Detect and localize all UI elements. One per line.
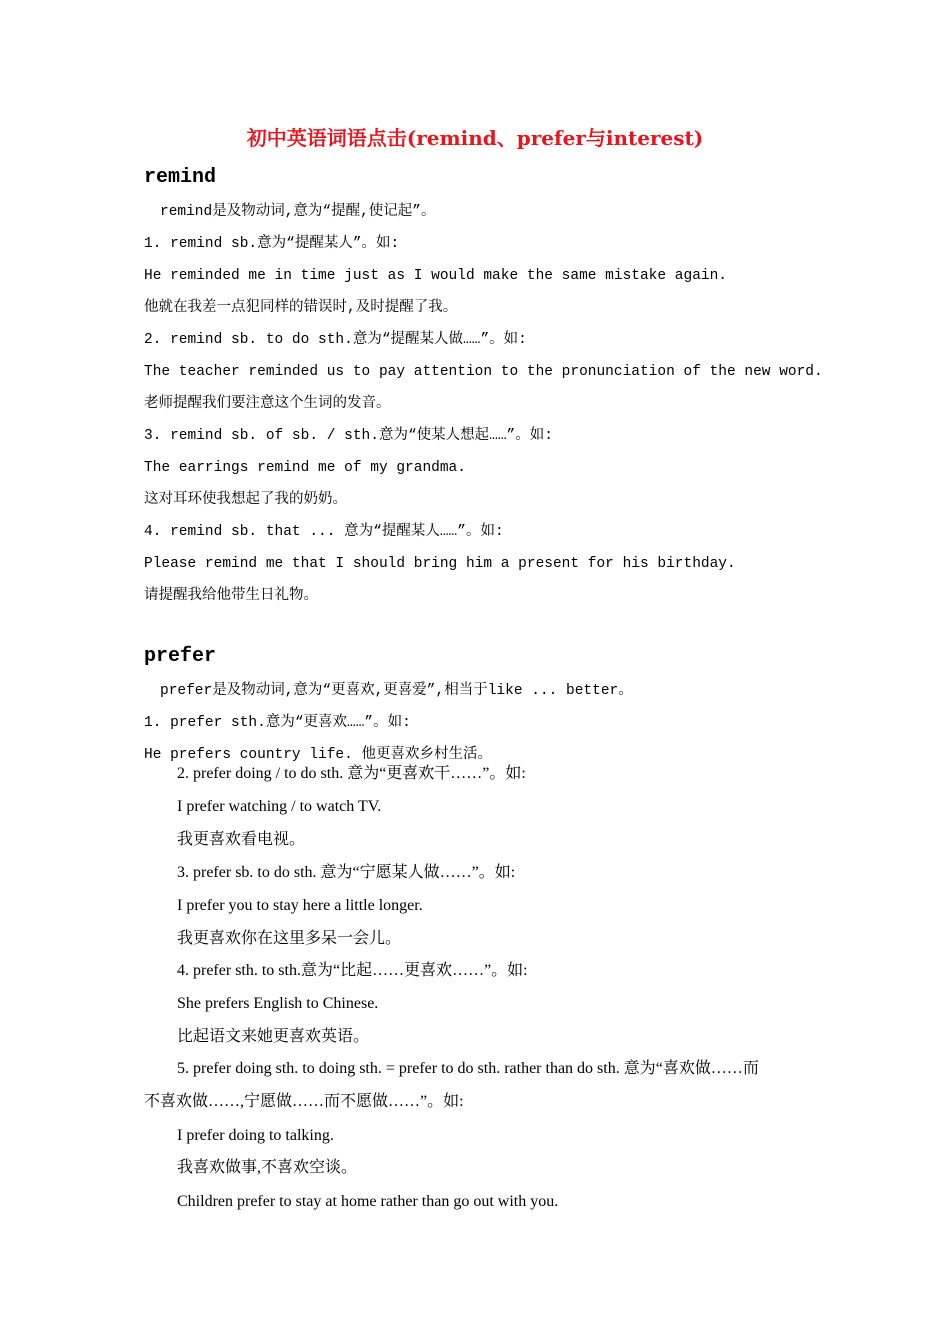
remind-line: 老师提醒我们要注意这个生词的发音。 <box>144 396 391 412</box>
prefer-line: 我更喜欢你在这里多呆一会儿。 <box>177 930 402 947</box>
section-heading-prefer: prefer <box>144 645 217 668</box>
remind-line: 请提醒我给他带生日礼物。 <box>144 588 318 604</box>
prefer-line: 我更喜欢看电视。 <box>177 831 306 848</box>
prefer-intro: prefer是及物动词,意为“更喜欢,更喜爱”,相当于like ... better。 <box>160 683 633 699</box>
prefer-line: Children prefer to stay at home rather than go out with you. <box>177 1193 559 1210</box>
prefer-line: 2. prefer doing / to do sth. 意为“更喜欢干……”。如: <box>177 765 526 782</box>
prefer-line: I prefer you to stay here a little longer. <box>177 897 423 914</box>
document-title: 初中英语词语点击(remind、prefer与interest) <box>246 126 704 150</box>
prefer-line: He prefers country life. 他更喜欢乡村生活。 <box>144 747 493 763</box>
prefer-line: 1. prefer sth.意为“更喜欢……”。如: <box>144 715 411 731</box>
remind-line: 3. remind sb. of sb. / sth.意为“使某人想起……”。如: <box>144 428 553 444</box>
prefer-line: I prefer watching / to watch TV. <box>177 798 382 815</box>
prefer-line: 5. prefer doing sth. to doing sth. = prefer to do sth. rather than do sth. 意为“喜欢做……而 <box>177 1060 759 1077</box>
remind-intro: remind是及物动词,意为“提醒,使记起”。 <box>160 204 436 220</box>
remind-line: Please remind me that I should bring him a present for his birthday. <box>144 556 736 572</box>
remind-line: The teacher reminded us to pay attention to the pronunciation of the new word. <box>144 364 823 380</box>
remind-line: 这对耳环使我想起了我的奶奶。 <box>144 492 347 508</box>
remind-line: He reminded me in time just as I would make the same mistake again. <box>144 268 727 284</box>
remind-line: 2. remind sb. to do sth.意为“提醒某人做……”。如: <box>144 332 527 348</box>
remind-line: 4. remind sb. that ... 意为“提醒某人……”。如: <box>144 524 504 540</box>
remind-line: The earrings remind me of my grandma. <box>144 460 466 476</box>
prefer-line: 我喜欢做事,不喜欢空谈。 <box>177 1159 358 1176</box>
prefer-line: 比起语文来她更喜欢英语。 <box>177 1028 370 1045</box>
remind-line: 1. remind sb.意为“提醒某人”。如: <box>144 236 400 252</box>
prefer-line: 4. prefer sth. to sth.意为“比起……更喜欢……”。如: <box>177 962 528 979</box>
prefer-line: 不喜欢做……,宁愿做……而不愿做……”。如: <box>144 1093 464 1110</box>
prefer-line: She prefers English to Chinese. <box>177 995 379 1012</box>
section-heading-remind: remind <box>144 166 217 189</box>
remind-line: 他就在我差一点犯同样的错误时,及时提醒了我。 <box>144 300 458 316</box>
prefer-line: I prefer doing to talking. <box>177 1127 334 1144</box>
prefer-line: 3. prefer sb. to do sth. 意为“宁愿某人做……”。如: <box>177 864 516 881</box>
